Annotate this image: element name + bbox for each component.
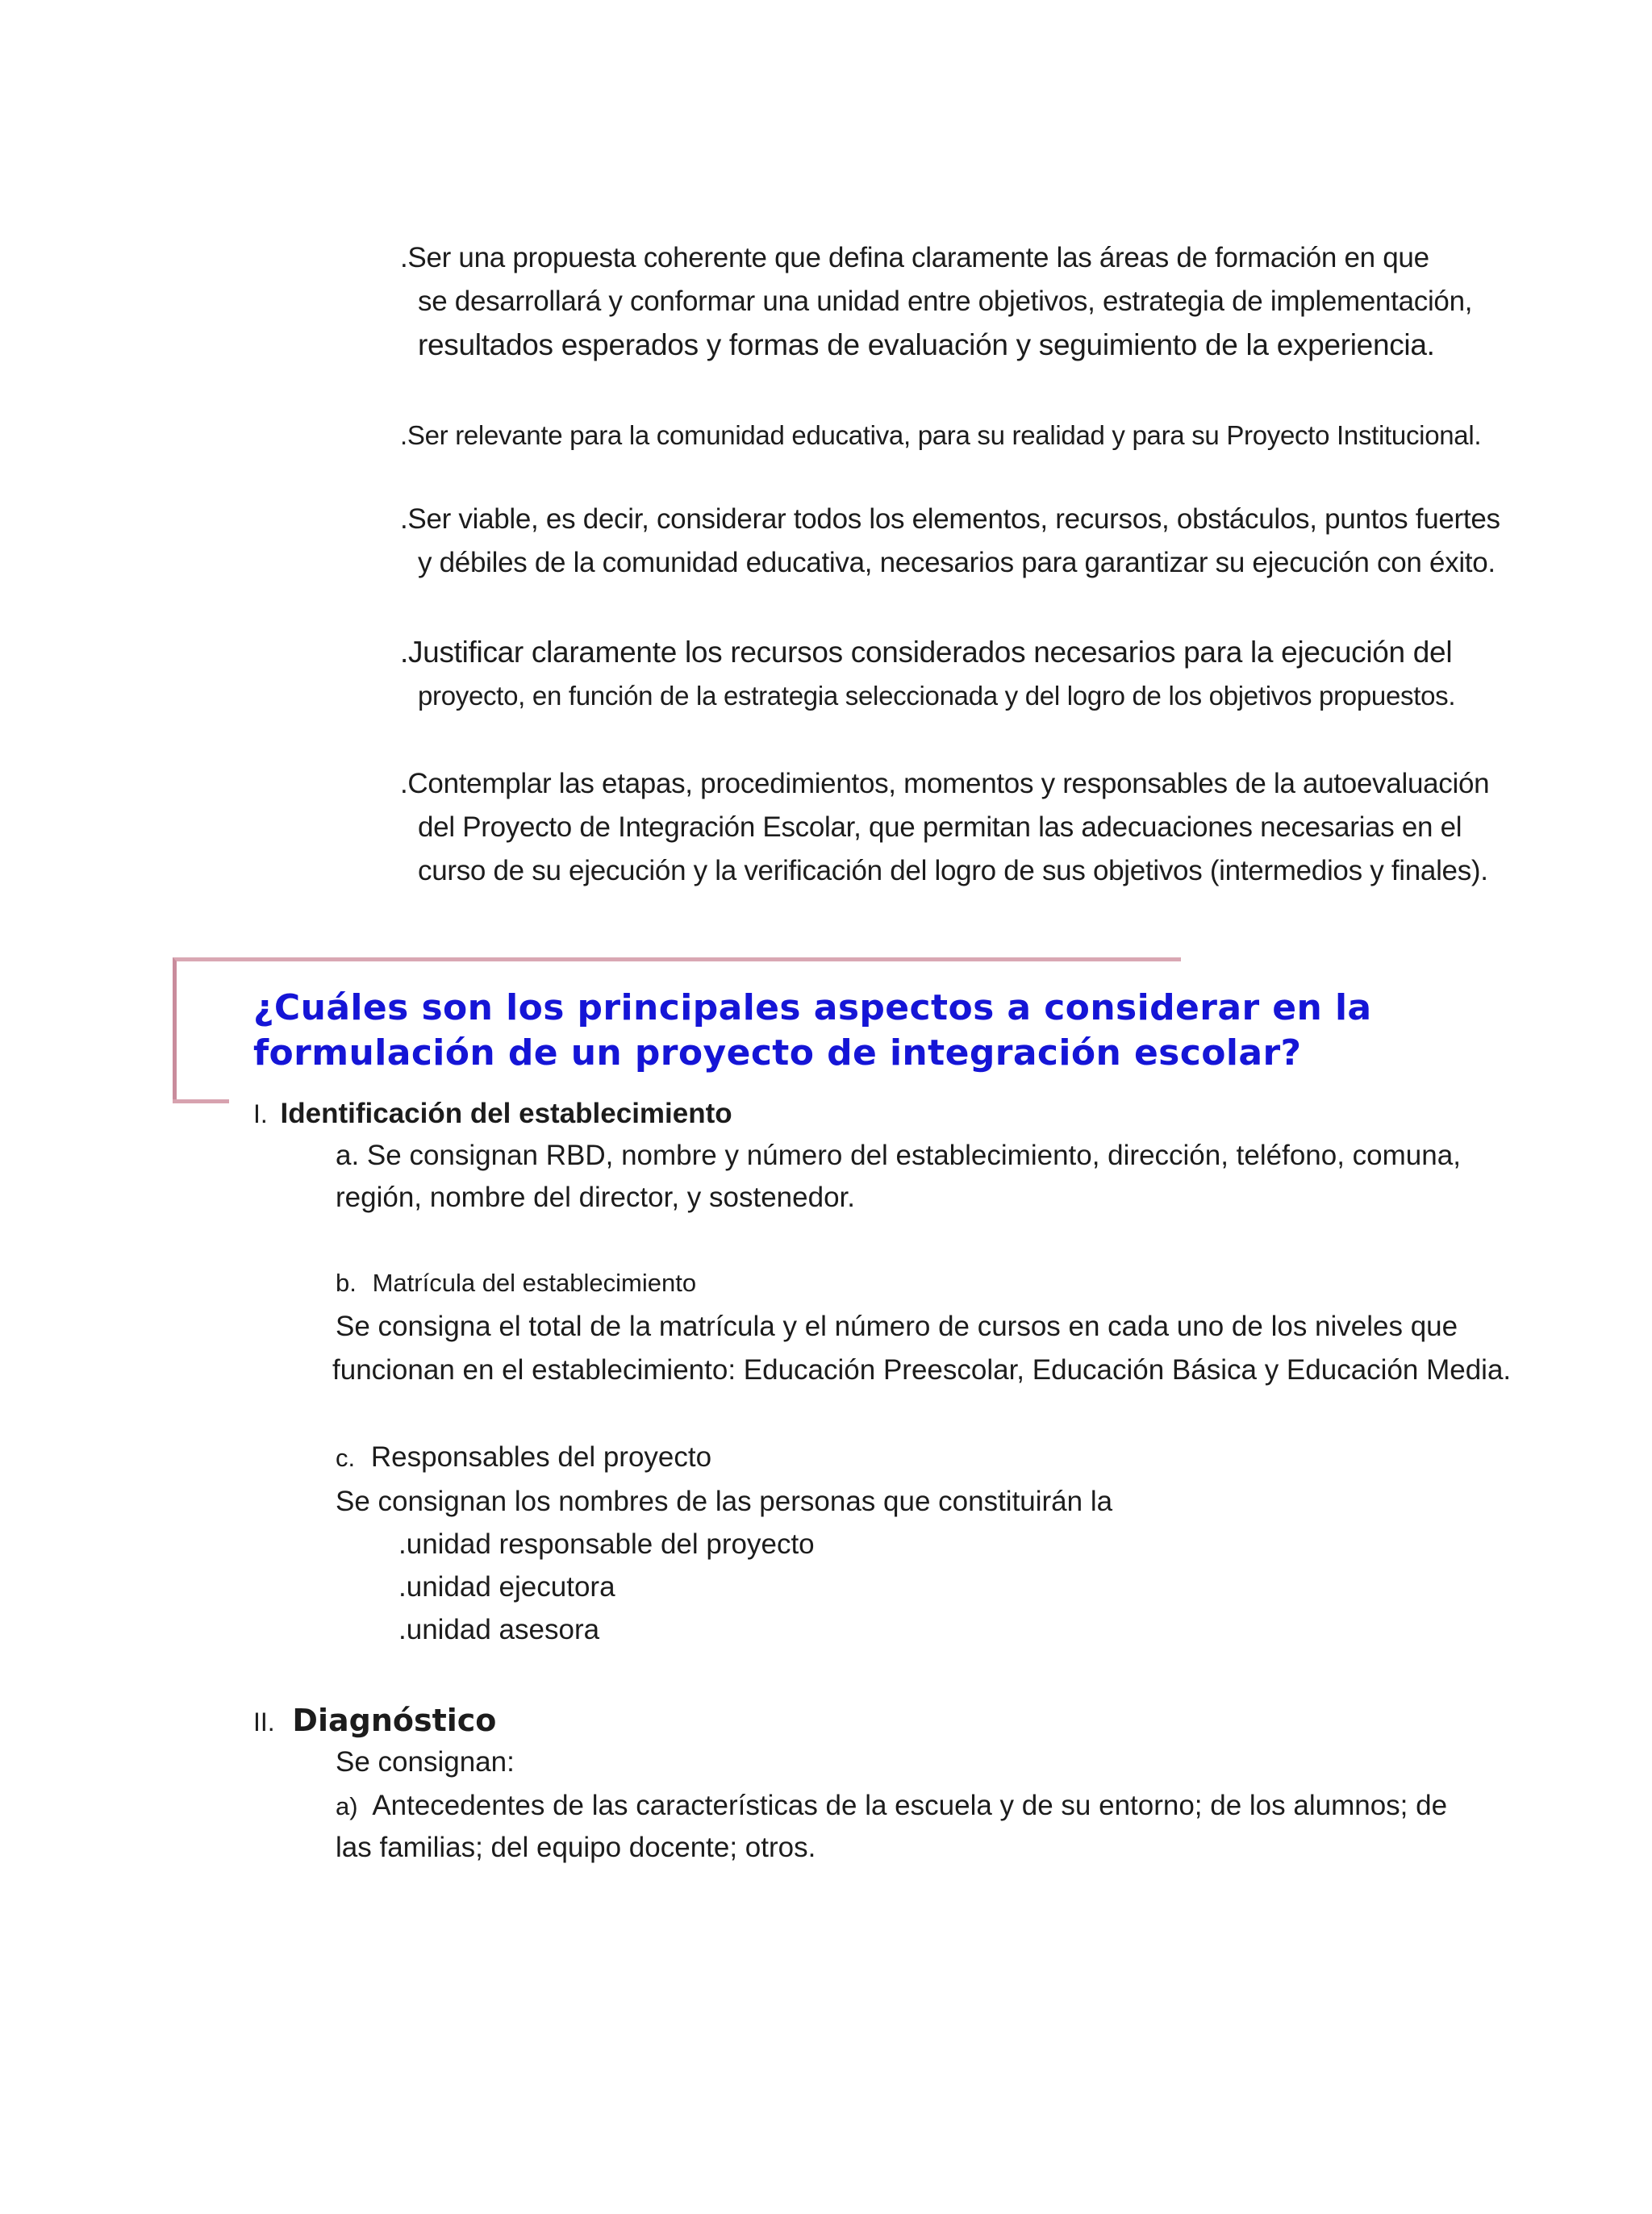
section-1-heading (253, 1094, 732, 1134)
section-question-heading (253, 986, 1463, 1076)
heading-frame-corner (173, 1099, 229, 1103)
section-1a-line: a. Se consignan RBD, nombre y número del establecimiento, dirección, teléfono, comuna, (336, 1140, 1461, 1171)
bullet-line: .Ser una propuesta coherente que defina claramente las áreas de formación en que (400, 242, 1429, 273)
section-1c-intro: Se consignan los nombres de las personas que constituirán la (336, 1486, 1113, 1517)
question-line: ¿Cuáles son los principales aspectos a considerar en la (253, 987, 1372, 1028)
bullet-coherent-proposal (400, 236, 1473, 367)
section-2-title: Diagnóstico (292, 1703, 497, 1738)
bullet-line: .Ser viable, es decir, considerar todos los elementos, recursos, obstáculos, puntos fuertes (400, 503, 1500, 535)
section-1c-heading (336, 1437, 711, 1478)
bullet-line: se desarrollará y conformar una unidad entre objetivos, estrategia de implementación, (418, 286, 1473, 317)
bullet-justify-resources (400, 631, 1456, 718)
list-item: .unidad asesora (398, 1614, 600, 1645)
question-line: formulación de un proyecto de integración escolar? (253, 1032, 1302, 1074)
section-2a-text: Antecedentes de las características de la escuela y de su entorno; de los alumnos; de (372, 1790, 1448, 1821)
bullet-contemplate-stages (400, 762, 1490, 893)
section-1b-marker: b. (336, 1269, 357, 1297)
section-1b-line: Se consigna el total de la matrícula y el número de cursos en cada uno de los niveles que (336, 1311, 1458, 1342)
bullet-line: .Justificar claramente los recursos considerados necesarios para la ejecución del (400, 636, 1453, 669)
section-1c-marker: c. (336, 1444, 356, 1472)
section-1a-line: región, nombre del director, y sostenedor. (336, 1182, 855, 1213)
bullet-line: del Proyecto de Integración Escolar, que permitan las adecuaciones necesarias en el (418, 811, 1462, 843)
section-2-heading (253, 1700, 496, 1742)
list-item: .unidad ejecutora (398, 1571, 615, 1603)
section-2a-line: las familias; del equipo docente; otros. (336, 1832, 816, 1863)
bullet-relevant (400, 414, 1482, 457)
bullet-viable (400, 498, 1500, 585)
section-2a-marker: a) (336, 1792, 358, 1820)
bullet-line: .Contemplar las etapas, procedimientos, momentos y responsables de la autoevaluación (400, 768, 1490, 799)
section-2a-line (336, 1786, 1447, 1827)
bullet-line: y débiles de la comunidad educativa, necesarios para garantizar su ejecución con éxito. (418, 547, 1496, 578)
section-1c-label: Responsables del proyecto (370, 1441, 712, 1473)
section-1b-line: funcionan en el establecimiento: Educación Preescolar, Educación Básica y Educación Media. (332, 1354, 1512, 1386)
bullet-line: curso de su ejecución y la verificación del logro de sus objetivos (intermedios y finales). (418, 855, 1488, 886)
section-1-number: I. (253, 1099, 268, 1128)
list-item: .unidad responsable del proyecto (398, 1528, 815, 1560)
section-1b-label: Matrícula del establecimiento (372, 1269, 697, 1297)
bullet-line: proyecto, en función de la estrategia seleccionada y del logro de los objetivos propuestos. (418, 681, 1456, 711)
section-1b-heading (336, 1262, 696, 1303)
bullet-line: resultados esperados y formas de evaluación y seguimiento de la experiencia. (418, 328, 1435, 361)
section-1-title: Identificación del establecimiento (280, 1098, 732, 1129)
section-2-number: II. (253, 1707, 275, 1737)
bullet-line: .Ser relevante para la comunidad educativa, para su realidad y para su Proyecto Institucional. (400, 420, 1482, 450)
section-2-intro: Se consignan: (336, 1746, 515, 1778)
